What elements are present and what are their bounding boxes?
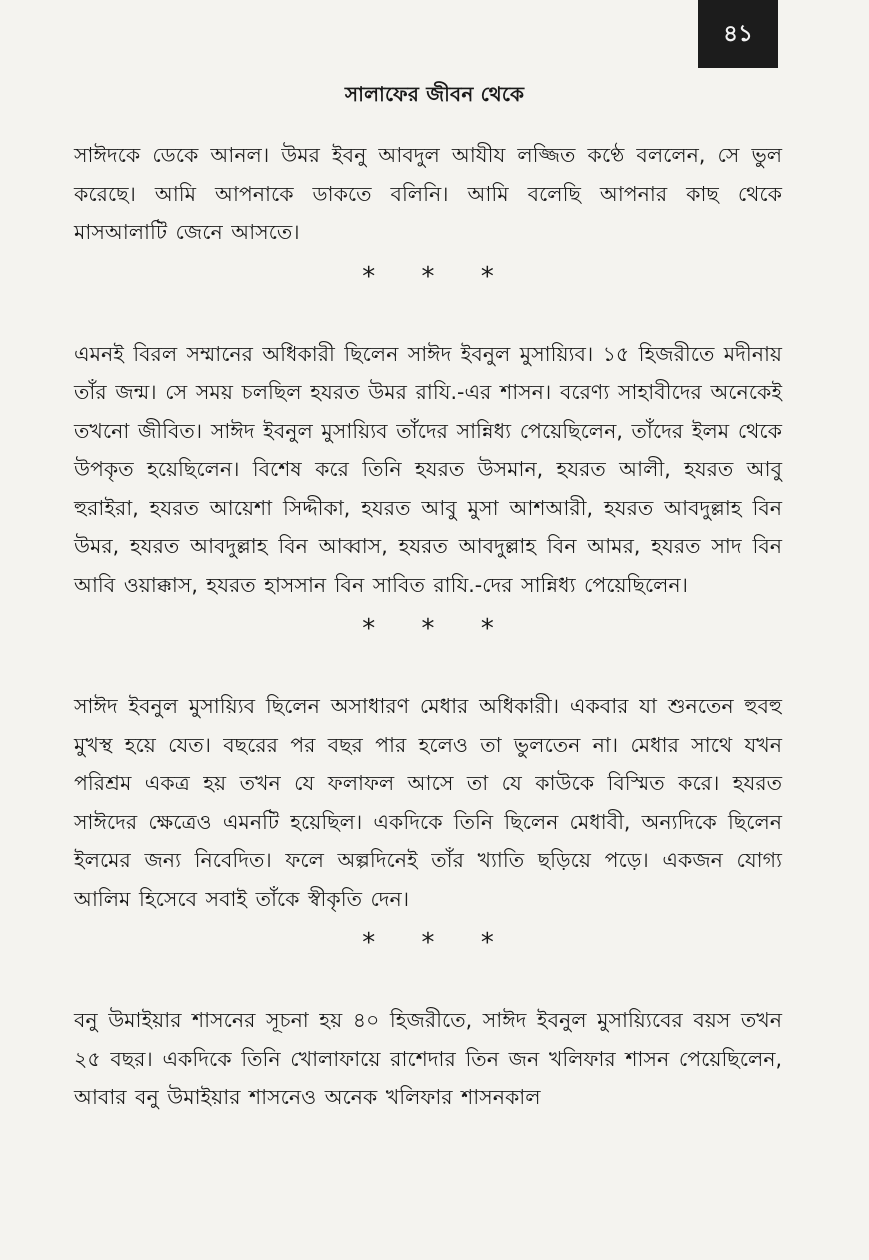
paragraph-4: বনু উমাইয়ার শাসনের সূচনা হয় ৪০ হিজরীতে, সাঈদ ইবনুল মুসায়্যিবের বয়স তখন ২৫ বছর। একদিকে তিনি খোলাফায়ে রাশেদার তিন জন খলিফার শাসন পেয়েছিলেন, আবার বনু উমাইয়ার শাসনেও অনেক খলিফার শাসনকাল — [74, 1008, 782, 1109]
paragraph-3: সাঈদ ইবনুল মুসায়্যিব ছিলেন অসাধারণ মেধার অধিকারী। একবার যা শুনতেন হুবহু মুখস্থ হয়ে যেত। বছরের পর বছর পার হলেও তা ভুলতেন না। মেধার সাথে যখন পরিশ্রম একত্র হয় তখন যে ফলাফল আসে তা যে কাউকে বিস্মিত করে। হযরত সাঈদের ক্ষেত্রেও এমনটি হয়েছিল। একদিকে তিনি ছিলেন মেধাবী, অন্যদিকে ছিলেন ইলমের জন্য নিবেদিত। ফলে অল্পদিনেই তাঁর খ্যাতি ছড়িয়ে পড়ে। একজন যোগ্য আলিম হিসেবে সবাই তাঁকে স্বীকৃতি দেন। — [74, 694, 782, 911]
paragraph-2: এমনই বিরল সম্মানের অধিকারী ছিলেন সাঈদ ইবনুল মুসায়্যিব। ১৫ হিজরীতে মদীনায় তাঁর জন্ম। সে সময় চলছিল হযরত উমর রাযি.-এর শাসন। বরেণ্য সাহাবীদের অনেকেই তখনো জীবিত। সাঈদ ইবনুল মুসায়্যিব তাঁদের সান্নিধ্য পেয়েছিলেন, তাঁদের ইলম থেকে উপকৃত হয়েছিলেন। বিশেষ করে তিনি হযরত উসমান, হযরত আলী, হযরত আবু হুরাইরা, হযরত আয়েশা সিদ্দীকা, হযরত আবু মুসা আশআরী, হযরত আবদুল্লাহ বিন উমর, হযরত আবদুল্লাহ বিন আব্বাস, হযরত আবদুল্লাহ বিন আমর, হযরত সাদ বিন আবি ওয়াক্কাস, হযরত হাসসান বিন সাবিত রাযি.-দের সান্নিধ্য পেয়েছিলেন। — [74, 341, 782, 597]
page-number: ৪১ — [698, 0, 778, 68]
paragraph-1: সাঈদকে ডেকে আনল। উমর ইবনু আবদুল আযীয লজ্জিত কণ্ঠে বললেন, সে ভুল করেছে। আমি আপনাকে ডাকতে বলিনি। আমি বলেছি আপনার কাছ থেকে মাসআলাটি জেনে আসতে। — [74, 143, 782, 244]
running-header: সালাফের জীবন থেকে — [344, 82, 525, 106]
section-separator-3: * * * — [360, 928, 510, 958]
section-separator-2: * * * — [360, 614, 510, 644]
text-body — [74, 136, 782, 1117]
section-separator-1: * * * — [360, 261, 510, 292]
